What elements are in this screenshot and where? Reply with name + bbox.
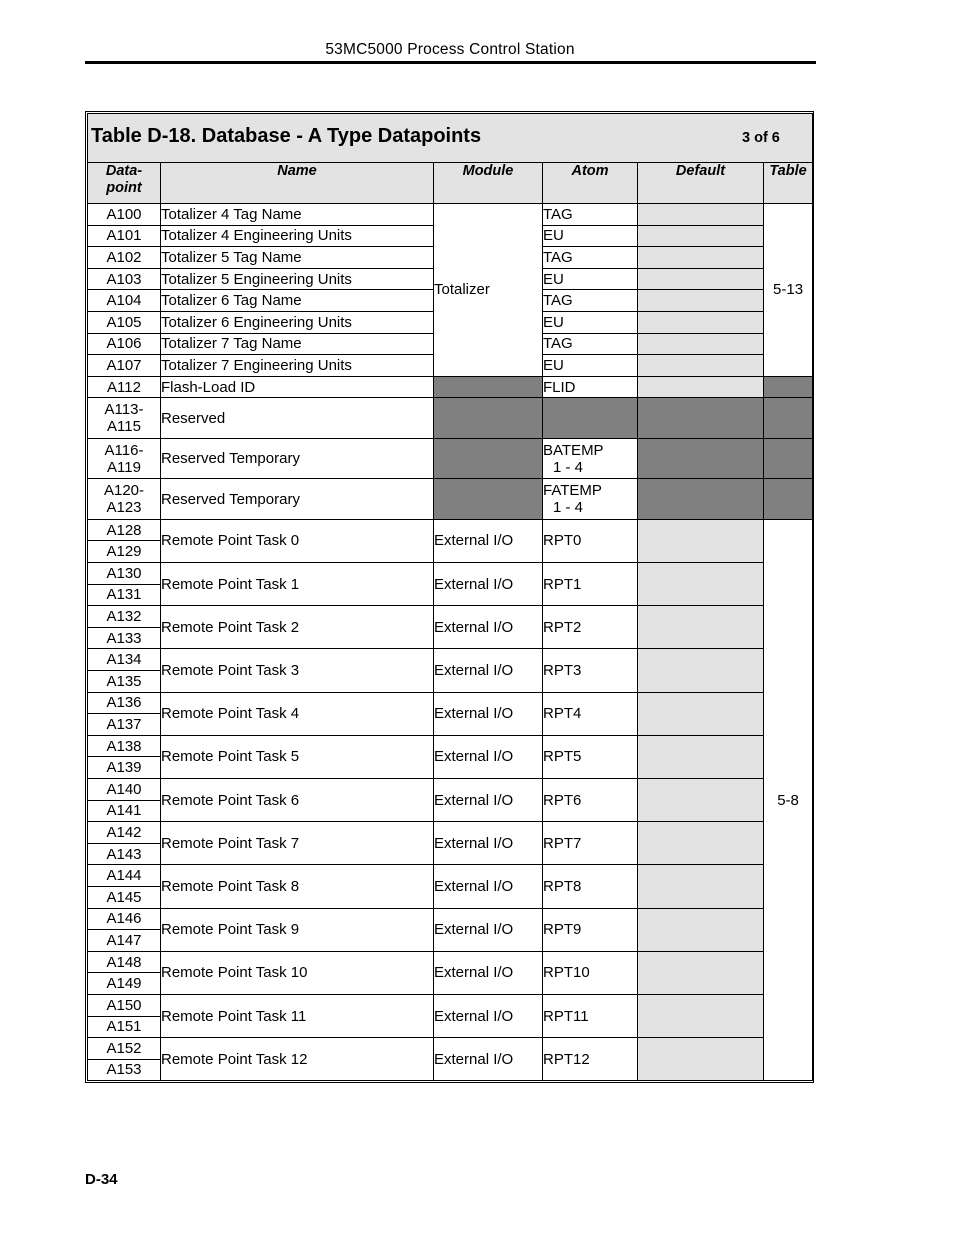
name-cell: Totalizer 6 Engineering Units [161,311,434,333]
module-cell: External I/O [434,649,543,692]
datapoint-line2: A115 [107,418,141,436]
name-cell: Remote Point Task 10 [161,951,434,994]
datapoint-cell: A132 [88,606,161,628]
datapoint-cell: A130 [88,563,161,585]
default-cell [638,333,764,355]
default-cell [638,649,764,692]
default-cell [638,563,764,606]
datapoint-cell: A133 [88,627,161,649]
default-cell [638,225,764,247]
datapoint-cell: A104 [88,290,161,312]
name-cell: Remote Point Task 3 [161,649,434,692]
default-cell [638,865,764,908]
atom-line2: 1 - 4 [553,458,584,476]
table-row [88,994,813,1016]
datapoint-cell: A100 [88,204,161,226]
default-cell [638,398,764,439]
datapoint-cell: A146 [88,908,161,930]
table-page-count: 3 of 6 [742,130,780,146]
atom-cell: EU [543,355,638,377]
default-cell [638,479,764,520]
datapoint-cell [88,479,161,520]
datapoint-cell: A105 [88,311,161,333]
default-cell [638,311,764,333]
datapoint-cell: A137 [88,714,161,736]
atom-cell: EU [543,311,638,333]
datapoint-cell: A144 [88,865,161,887]
module-cell: External I/O [434,951,543,994]
atom-cell: RPT8 [543,865,638,908]
table-row [88,563,813,585]
column-header-datapoint-line1: Data- [105,163,143,179]
header-rule [85,61,816,64]
table-row [88,398,813,439]
table-ref-cell [764,398,813,439]
atom-cell: EU [543,268,638,290]
name-cell: Totalizer 6 Tag Name [161,290,434,312]
datapoint-cell [88,398,161,439]
name-cell: Totalizer 5 Tag Name [161,247,434,269]
module-cell: External I/O [434,692,543,735]
name-cell: Reserved [161,398,434,439]
name-cell: Remote Point Task 11 [161,994,434,1037]
datapoint-line1: A113- [104,401,144,419]
datapoint-cell [88,438,161,479]
default-cell [638,735,764,778]
default-cell [638,692,764,735]
atom-cell: TAG [543,290,638,312]
module-cell: External I/O [434,822,543,865]
default-cell [638,268,764,290]
datapoint-cell: A143 [88,843,161,865]
name-cell: Remote Point Task 7 [161,822,434,865]
table-ref-cell: 5-13 [764,204,813,377]
default-cell [638,376,764,398]
datapoint-cell: A106 [88,333,161,355]
datapoint-cell: A147 [88,930,161,952]
table-title: Table D-18. Database - A Type Datapoints [91,125,482,147]
name-cell: Totalizer 7 Tag Name [161,333,434,355]
page-number: D-34 [85,1171,118,1188]
table-title-row [88,114,813,163]
module-cell: Totalizer [434,204,543,377]
atom-cell [543,398,638,439]
table-row [88,479,813,520]
table-row [88,376,813,398]
module-cell: External I/O [434,994,543,1037]
name-cell: Totalizer 4 Engineering Units [161,225,434,247]
default-cell [638,247,764,269]
module-cell: External I/O [434,563,543,606]
table-row [88,649,813,671]
atom-line2: 1 - 4 [553,499,584,517]
datapoint-cell: A138 [88,735,161,757]
name-cell: Reserved Temporary [161,438,434,479]
atom-cell: RPT2 [543,606,638,649]
datapoint-cell: A128 [88,519,161,541]
module-cell: External I/O [434,778,543,821]
name-cell: Remote Point Task 8 [161,865,434,908]
table-body [88,204,813,1081]
name-cell: Remote Point Task 5 [161,735,434,778]
default-cell [638,438,764,479]
datapoint-cell: A103 [88,268,161,290]
module-cell [434,438,543,479]
name-cell: Remote Point Task 4 [161,692,434,735]
table-row [88,204,813,226]
datapoint-cell: A102 [88,247,161,269]
default-cell [638,908,764,951]
table-row [88,822,813,844]
module-cell [434,479,543,520]
name-cell: Remote Point Task 6 [161,778,434,821]
default-cell [638,606,764,649]
atom-cell: RPT5 [543,735,638,778]
datapoint-line2: A119 [107,458,141,476]
datapoint-cell: A135 [88,671,161,693]
table-ref-cell [764,438,813,479]
module-cell: External I/O [434,865,543,908]
datapoint-cell: A140 [88,778,161,800]
module-cell: External I/O [434,519,543,562]
name-cell: Remote Point Task 9 [161,908,434,951]
datapoint-cell: A148 [88,951,161,973]
default-cell [638,778,764,821]
name-cell: Remote Point Task 0 [161,519,434,562]
module-cell: External I/O [434,735,543,778]
atom-cell: FLID [543,376,638,398]
table-row [88,606,813,628]
datapoint-cell: A153 [88,1059,161,1081]
atom-cell: RPT9 [543,908,638,951]
name-cell: Totalizer 7 Engineering Units [161,355,434,377]
datapoint-cell: A141 [88,800,161,822]
default-cell [638,204,764,226]
atom-cell: RPT4 [543,692,638,735]
module-cell: External I/O [434,908,543,951]
atom-cell: RPT11 [543,994,638,1037]
datapoint-line1: A120- [103,482,145,500]
default-cell [638,994,764,1037]
datapoint-cell: A134 [88,649,161,671]
name-cell: Totalizer 4 Tag Name [161,204,434,226]
datapoint-cell: A152 [88,1038,161,1060]
atom-line1: FATEMP [543,482,602,500]
datapoint-cell: A136 [88,692,161,714]
atom-cell: RPT0 [543,519,638,562]
atom-cell: TAG [543,247,638,269]
column-header-atom: Atom [543,163,638,204]
datapoint-cell: A139 [88,757,161,779]
table-row [88,865,813,887]
datapoint-cell: A107 [88,355,161,377]
datapoint-cell: A129 [88,541,161,563]
column-header-datapoint-line2: point [106,180,142,196]
table-title-cell [88,114,813,163]
datapoint-table-frame [85,111,814,1083]
default-cell [638,290,764,312]
datapoint-table [87,113,813,1081]
datapoint-cell: A150 [88,994,161,1016]
table-row [88,908,813,930]
column-header-default: Default [638,163,764,204]
column-header-table: Table [764,163,813,204]
atom-cell: RPT12 [543,1038,638,1081]
page-header-title: 53MC5000 Process Control Station [325,41,575,58]
datapoint-cell: A112 [88,376,161,398]
module-cell [434,376,543,398]
datapoint-line1: A116- [104,441,144,459]
datapoint-cell: A101 [88,225,161,247]
column-header-datapoint [88,163,161,204]
atom-cell: TAG [543,333,638,355]
datapoint-cell: A142 [88,822,161,844]
default-cell [638,519,764,562]
atom-cell [543,479,638,520]
table-row [88,735,813,757]
name-cell: Remote Point Task 1 [161,563,434,606]
atom-line1: BATEMP [543,441,604,459]
atom-cell: RPT10 [543,951,638,994]
module-cell: External I/O [434,1038,543,1081]
column-header-module: Module [434,163,543,204]
datapoint-cell: A151 [88,1016,161,1038]
table-row [88,519,813,541]
table-row [88,951,813,973]
datapoint-cell: A149 [88,973,161,995]
datapoint-line2: A123 [106,499,142,517]
atom-cell: RPT7 [543,822,638,865]
table-ref-cell [764,479,813,520]
datapoint-cell: A131 [88,584,161,606]
table-ref-cell: 5-8 [764,519,813,1080]
name-cell: Totalizer 5 Engineering Units [161,268,434,290]
default-cell [638,951,764,994]
table-row [88,1038,813,1060]
name-cell: Reserved Temporary [161,479,434,520]
datapoint-cell: A145 [88,886,161,908]
default-cell [638,355,764,377]
default-cell [638,822,764,865]
atom-cell: RPT3 [543,649,638,692]
table-row [88,438,813,479]
name-cell: Flash-Load ID [161,376,434,398]
column-header-name: Name [161,163,434,204]
atom-cell: RPT1 [543,563,638,606]
default-cell [638,1038,764,1081]
name-cell: Remote Point Task 2 [161,606,434,649]
atom-cell: TAG [543,204,638,226]
atom-cell: EU [543,225,638,247]
name-cell: Remote Point Task 12 [161,1038,434,1081]
module-cell: External I/O [434,606,543,649]
module-cell [434,398,543,439]
table-row [88,692,813,714]
table-ref-cell [764,376,813,398]
atom-cell [543,438,638,479]
table-row [88,778,813,800]
atom-cell: RPT6 [543,778,638,821]
column-header-row [88,163,813,204]
